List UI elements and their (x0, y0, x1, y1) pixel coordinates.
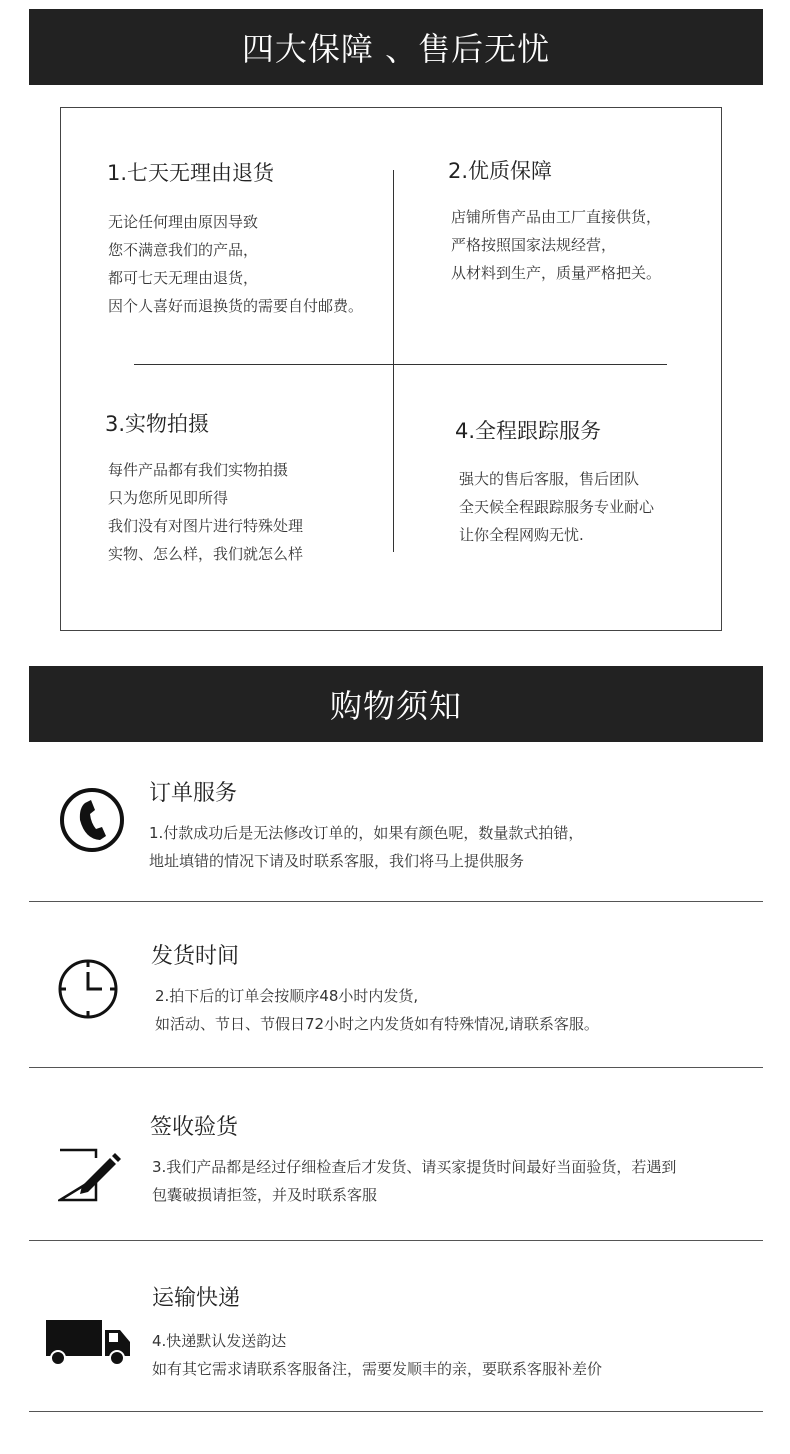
section-divider (29, 1411, 763, 1412)
section-text (155, 982, 599, 1038)
edit-document-icon (58, 1148, 122, 1208)
notice-banner-title: 购物须知 (329, 687, 462, 725)
text-line: 实物、怎么样，我们就怎么样 (108, 545, 304, 563)
section-title: 运输快递 (152, 1286, 241, 1311)
section-title: 发货时间 (151, 944, 240, 969)
section-divider (29, 1067, 763, 1068)
guarantee-item-text (108, 456, 303, 568)
text-line: 从材料到生产，质量严格把关。 (451, 264, 662, 282)
truck-icon (44, 1318, 134, 1372)
text-line: 3.我们产品都是经过仔细检查后才发货、请买家提货时间最好当面验货，若遇到 (152, 1158, 677, 1176)
guarantee-item-text (459, 465, 654, 549)
text-line: 1.付款成功后是无法修改订单的，如果有颜色呢，数量款式拍错， (149, 824, 584, 842)
guarantee-item-text (108, 208, 363, 320)
text-line: 2.拍下后的订单会按顺序48小时内发货, (155, 987, 419, 1005)
guarantee-banner (29, 9, 763, 85)
guarantee-item-title: 3.实物拍摄 (105, 412, 210, 436)
section-text (152, 1327, 602, 1383)
text-line: 每件产品都有我们实物拍摄 (108, 461, 289, 479)
phone-icon (58, 786, 126, 858)
notice-banner (29, 666, 763, 742)
guarantee-horizontal-divider (134, 364, 667, 365)
text-line: 全天候全程跟踪服务专业耐心 (459, 498, 655, 516)
text-line: 让你全程网购无忧. (459, 526, 584, 544)
text-line: 都可七天无理由退货， (108, 269, 259, 287)
text-line: 只为您所见即所得 (108, 489, 229, 507)
text-line: 店铺所售产品由工厂直接供货， (451, 208, 662, 226)
section-title: 签收验货 (150, 1115, 239, 1140)
text-line: 严格按照国家法规经营， (451, 236, 617, 254)
text-line: 包囊破损请拒签，并及时联系客服 (152, 1186, 378, 1204)
guarantee-item-title: 1.七天无理由退货 (107, 161, 275, 185)
text-line: 如活动、节日、节假日72小时之内发货如有特殊情况,请联系客服。 (155, 1015, 599, 1033)
guarantee-vertical-divider (393, 170, 394, 552)
text-line: 无论任何理由原因导致 (108, 213, 259, 231)
guarantee-item-title: 2.优质保障 (448, 159, 553, 183)
text-line: 地址填错的情况下请及时联系客服，我们将马上提供服务 (149, 852, 525, 870)
guarantee-item-text (451, 203, 661, 287)
text-line: 您不满意我们的产品， (108, 241, 259, 259)
section-text (152, 1153, 676, 1209)
clock-icon (57, 958, 119, 1024)
guarantee-banner-title: 四大保障 、售后无忧 (241, 30, 551, 68)
section-divider (29, 901, 763, 902)
text-line: 我们没有对图片进行特殊处理 (108, 517, 304, 535)
text-line: 强大的售后客服，售后团队 (459, 470, 640, 488)
guarantee-item-title: 4.全程跟踪服务 (455, 419, 602, 443)
text-line: 因个人喜好而退换货的需要自付邮费。 (108, 297, 364, 315)
section-text (149, 819, 583, 875)
section-divider (29, 1240, 763, 1241)
text-line: 4.快递默认发送韵达 (152, 1332, 287, 1350)
section-title: 订单服务 (149, 781, 238, 806)
text-line: 如有其它需求请联系客服备注，需要发顺丰的亲，要联系客服补差价 (152, 1360, 603, 1378)
